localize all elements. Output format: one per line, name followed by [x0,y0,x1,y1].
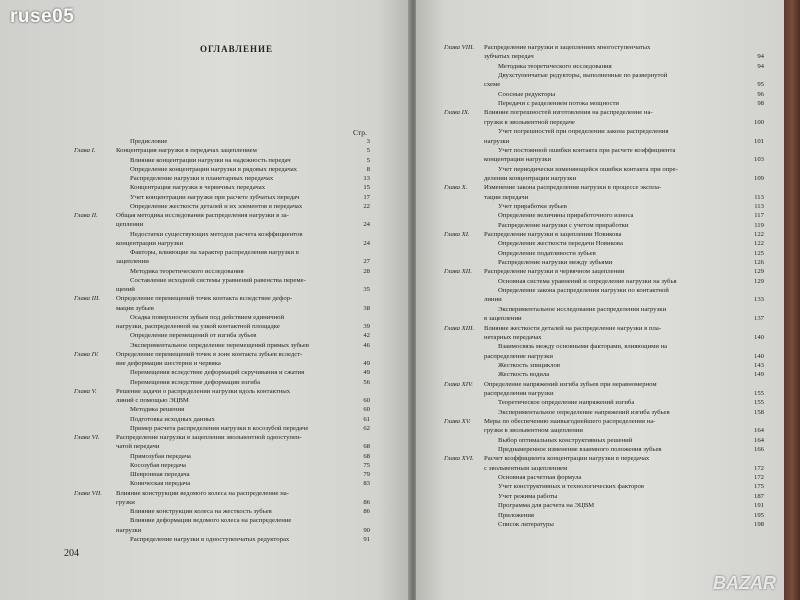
toc-entry-title: Решение задачи о распределении нагрузки вдоль контактных [116,387,291,395]
toc-entry-title: Влияние конструкции колеса на жесткость зубьев [130,508,272,515]
toc-page-number: 17 [363,193,370,201]
toc-page-number: 60 [363,406,370,414]
toc-entry-title: Распределение нагрузки в зацеплении эвольвентной одноступен- [116,434,302,441]
toc-entry [416,334,784,343]
toc-entry [416,315,784,324]
toc-entry [0,379,400,388]
toc-page-number: 94 [757,53,764,61]
toc-entry-title: Перемещения вследствие деформаций скручивания и сжатия [130,369,305,377]
toc-entry [416,203,784,212]
toc-entry [416,91,784,100]
toc-entry-title: грузки в эвольвентном зацеплении [484,427,584,435]
toc-entry [0,323,400,332]
toc-entry-title: Определение перемещений точек в зоне контакта зубьев вследст- [116,350,303,358]
toc-entry [0,536,400,545]
toc-entry-title: цеплении [116,221,144,229]
toc-page-number: 60 [363,397,370,404]
toc-entry [0,314,400,323]
toc-entry [0,490,400,499]
toc-entry-title: Основная система уравнений и определение нагрузки на зубья [498,277,677,285]
toc-page-number: 101 [753,137,764,145]
toc-entry [0,268,400,277]
toc-entry-title: Распределение нагрузки в одноступенчатых редукторах [130,535,290,543]
toc-entry-title: Изменение закона распределения нагрузки в процессе экспла- [484,184,662,192]
page-column-header: Стр. [353,128,367,137]
toc-entry [416,409,784,418]
toc-entry-title: Выбор оптимальных конструктивных решений [498,436,633,444]
toc-entry-title: распределении нагрузки [484,389,554,397]
toc-chapter-label: Глава XII. [444,268,472,276]
toc-entry-title: Учет конструктивных и технологических факторов [498,483,645,491]
toc-page-number: 49 [363,369,370,377]
toc-entry-title: Шевронная передача [130,471,190,478]
toc-entry [0,175,400,184]
toc-page-number: 119 [754,221,764,229]
toc-entry-title: Косозубая передача [130,461,187,469]
toc-page-number: 129 [753,268,764,276]
toc-entry [0,231,400,240]
toc-page-number: 28 [363,267,370,275]
toc-chapter-label: Глава XI. [444,231,470,238]
toc-entry-title: Влияние деформации ведомого колеса на распределение [130,517,292,525]
watermark-bottom: BAZAR [713,573,776,593]
toc-entry-title: Меры по обеспечению наивыгоднейшего распределения на- [484,418,656,425]
toc-page-number: 22 [363,202,370,210]
toc-page-number: 83 [363,480,370,488]
toc-page-number: 164 [753,436,764,444]
toc-page-number: 5 [366,156,370,164]
toc-entry-title: Распределение нагрузки между зубьями [498,259,613,267]
toc-entry-title: Методика решения [130,406,185,414]
toc-page-number: 195 [753,511,764,519]
toc-entry-title: Преднамеренное изменение взаимного положения зубьев [498,446,662,454]
toc-entry-title: грузки [116,498,135,506]
toc-entry-title: Жесткость водила [498,371,550,379]
toc-entry [0,157,400,166]
toc-page-number: 24 [363,221,370,229]
toc-entry [0,360,400,369]
toc-entry-title: нагрузки, распределенной на узкой контактной площадке [116,323,280,330]
toc-entry [0,453,400,462]
toc-page-number: 62 [363,424,370,432]
toc-page-number: 39 [363,323,370,330]
toc-entry-title: Определение концентрации нагрузки в рядовых передачах [130,165,298,173]
toc-entry-title: Программа для расчета на ЭЦВМ [498,502,595,510]
toc-entry-title: Теоретическое определение напряжений изгиба [498,399,635,407]
toc-entry [416,325,784,334]
toc-entry [416,474,784,483]
toc-page-number: 158 [753,408,764,416]
toc-entry [416,502,784,511]
toc-page-number: 49 [363,360,370,367]
toc-chapter-label: Глава IX. [444,109,470,117]
toc-page-number: 15 [363,184,370,192]
toc-page-number: 122 [753,231,764,238]
toc-entry [416,212,784,221]
toc-entry-title: Перемещения вследствие деформации изгиба [130,378,261,386]
toc-chapter-label: Глава XIV. [444,380,473,388]
toc-entry [416,381,784,390]
toc-entry [416,147,784,156]
toc-entry-title: Расчет коэффициента концентрации нагрузки в передачах [484,455,650,463]
toc-entry-title: Основная расчетная формула [498,474,582,482]
toc-page-number: 149 [753,371,764,379]
toc-entry [0,147,400,156]
toc-entry-title: Определение податливости зубьев [498,249,596,257]
toc-entry [0,406,400,415]
toc-entry-title: Двухступенчатые редукторы, выполненные по развернутой [498,72,668,80]
toc-entry-title: линии [484,296,502,304]
toc-page-number: 94 [757,62,764,70]
toc-entry [0,258,400,267]
toc-page-number: 100 [753,118,764,126]
toc-entry-title: Взаимосвязь между основными факторами, влияющими на [498,343,668,351]
toc-entry-title: с эвольвентным зацеплением [484,464,568,472]
toc-entry-title: Определение закона распределения нагрузки по контактной [498,287,669,295]
toc-page-number: 133 [753,296,764,304]
toc-page-number: 126 [753,259,764,267]
toc-entry [0,471,400,480]
toc-entry-title: Определение жесткости передачи Новикова [498,240,623,248]
toc-chapter-label: Глава I. [74,147,96,155]
toc-entry-title: Влияние погрешностей изготовления на распределение на- [484,109,653,117]
toc-entry [0,508,400,517]
toc-entry [416,427,784,436]
toc-entry-title: Учет концентрации нагрузки при расчете зубчатых передач [130,193,300,201]
cover-edge [784,0,800,600]
toc-entry-title: Определение напряжений изгиба зубьев при неравномерном [484,380,657,388]
toc-entry [416,194,784,203]
toc-entry [0,369,400,378]
toc-entry-title: Учет приработки зубьев [498,202,567,210]
toc-entry [0,286,400,295]
toc-entry [416,418,784,427]
toc-chapter-label: Глава XVI. [444,455,474,463]
toc-entry [416,44,784,53]
toc-entry [0,295,400,304]
toc-entry [416,296,784,305]
page-title: ОГЛАВЛЕНИЕ [200,44,273,54]
toc-entry-title: нагрузки [116,526,142,534]
toc-page-number: 122 [753,240,764,248]
toc-entry-title: Влияние концентрации нагрузки на надежность передач [130,156,291,164]
toc-entry-title: Экспериментальное определение перемещений прямых зубьев [130,341,310,349]
toc-entry [416,175,784,184]
toc-page-number: 155 [753,399,764,407]
toc-entry [0,342,400,351]
toc-page-number: 5 [366,147,370,155]
toc-entry-title: нетарных передачах [484,333,542,341]
toc-page-number: 187 [753,492,764,500]
toc-entry-title: Учет режима работы [498,492,558,500]
toc-entry [416,362,784,371]
toc-entry-title: Концентрация нагрузки в передачах зацеплением [116,147,257,155]
toc-page-number: 129 [753,277,764,285]
toc-entry [0,425,400,434]
toc-page-number: 27 [363,258,370,266]
toc-entry [416,109,784,118]
toc-page-number: 79 [363,471,370,478]
toc-entry [0,499,400,508]
toc-entry [0,305,400,314]
toc-entry-title: Подготовка исходных данных [130,415,215,423]
toc-entry [416,371,784,380]
toc-entry [0,138,400,147]
toc-entry-title: Факторы, влияющие на характер распределения нагрузки в [130,249,299,256]
toc-page-number: 125 [753,249,764,257]
toc-entry [0,351,400,360]
toc-entry [416,446,784,455]
toc-page-number: 140 [753,352,764,360]
toc-entry-title: Распределение нагрузки с учетом приработки [498,221,629,229]
toc-entry [0,277,400,286]
toc-entry [416,268,784,277]
toc-page-number: 117 [754,212,764,220]
toc-entry [416,306,784,315]
toc-entry-title: зацеплении [116,258,149,266]
toc-chapter-label: Глава V. [74,387,97,395]
toc-entry-title: Влияние жесткости деталей на распределение нагрузки в пла- [484,324,662,332]
toc-page-number: 155 [753,389,764,397]
toc-entry-title: щений [116,286,135,293]
toc-entry-title: нагрузки [484,137,510,145]
right-page [416,0,784,600]
toc-entry [416,63,784,72]
page-number: 204 [64,548,79,559]
toc-entry-title: распределение нагрузки [484,352,553,360]
toc-page-number: 109 [753,174,764,182]
toc-entry [416,493,784,502]
toc-entry-title: Учет постоянной ошибки контакта при расчете коэффициента [498,146,676,154]
toc-page-number: 113 [754,202,764,210]
toc-page-number: 91 [363,535,370,543]
toc-entry-title: линий с помощью ЭЦВМ [116,397,189,404]
toc-chapter-label: Глава IV. [74,350,99,358]
toc-entry [0,249,400,258]
toc-page-number: 113 [754,193,764,201]
toc-entry [416,437,784,446]
toc-entry-title: Пример расчета распределения нагрузки в косозубой передаче [130,424,309,432]
toc-entry-title: Влияние конструкции ведомого колеса на распределение на- [116,489,289,497]
toc-page-number: 56 [363,378,370,386]
toc-entry [416,287,784,296]
toc-entry-title: тации передачи [484,193,529,201]
toc-page-number: 68 [363,452,370,460]
toc-entry [416,156,784,165]
toc-entry [416,222,784,231]
toc-chapter-label: Глава XIII. [444,324,475,332]
toc-page-number: 86 [363,498,370,506]
toc-entry-title: Определение жесткости деталей и их элементов в передачах [130,202,303,210]
toc-entry [0,240,400,249]
toc-entry [0,184,400,193]
toc-entry-title: Приложения [498,511,535,519]
toc-page-number: 95 [757,81,764,89]
toc-entry [416,512,784,521]
toc-entry-title: Распределение нагрузки в планетарных передачах [130,175,274,182]
toc-entry-title: Распределение нагрузки в зацеплениях многоступенчатых [484,44,651,51]
toc-page-number: 198 [753,520,764,528]
toc-entry [416,250,784,259]
toc-entry-title: Прямозубая передача [130,452,191,460]
watermark-logo: ruse05 [10,6,75,27]
toc-entry [416,81,784,90]
toc-entry [0,194,400,203]
toc-chapter-label: Глава XV. [444,418,471,425]
toc-entry-title: делении концентрации нагрузки [484,174,577,182]
toc-entry [416,390,784,399]
toc-entry [0,416,400,425]
toc-entry-title: концентрации нагрузки [116,239,184,247]
toc-entry [416,343,784,352]
toc-entry [416,259,784,268]
toc-entry-title: Соосные редукторы [498,90,556,98]
toc-page-number: 166 [753,446,764,454]
toc-entry [0,203,400,212]
toc-entry-title: Составление исходной системы уравнений равенства переме- [130,276,306,284]
toc-entry [416,72,784,81]
toc-page-number: 191 [753,502,764,510]
toc-page-number: 46 [363,341,370,349]
toc-entry-title: концентрации нагрузки [484,156,552,164]
toc-page-number: 164 [753,427,764,435]
toc-entry [416,100,784,109]
toc-entry [0,397,400,406]
toc-entry-title: Список литературы [498,520,554,528]
toc-page-number: 38 [363,304,370,312]
toc-entry-title: Методика теоретического исследования [498,62,612,70]
toc-page-number: 96 [757,90,764,98]
toc-chapter-label: Глава VI. [74,434,100,441]
toc-entry [416,455,784,464]
toc-page-number: 35 [363,286,370,293]
toc-entry [0,166,400,175]
toc-entry [416,465,784,474]
toc-entry-title: Передачи с разделением потока мощности [498,100,620,108]
toc-entry-title: Недостатки существующих методов расчета коэффициентов [130,230,303,238]
toc-entry-title: Концентрация нагрузки в червячных передачах [130,184,266,192]
toc-entry [416,128,784,137]
toc-chapter-label: Глава VIII. [444,44,475,51]
toc-entry [416,353,784,362]
toc-entry-title: мации зубьев [116,304,154,312]
toc-chapter-label: Глава X. [444,184,468,192]
toc-entry [416,53,784,62]
toc-page-number: 13 [363,175,370,182]
toc-page-number: 98 [757,100,764,108]
toc-entry-title: Предисловие [130,138,168,145]
toc-chapter-label: Глава II. [74,212,98,219]
toc-entry-title: грузки в эвольвентной передаче [484,118,575,126]
toc-entry [416,240,784,249]
toc-page-number: 8 [366,165,370,173]
toc-page-number: 61 [363,415,370,423]
toc-entry-title: Распределение нагрузки в зацеплении Новикова [484,231,622,238]
toc-page-number: 140 [753,333,764,341]
toc-page-number: 103 [753,156,764,164]
toc-entry [416,119,784,128]
toc-entry [0,443,400,452]
toc-entry [0,462,400,471]
toc-page-number: 68 [363,443,370,451]
toc-entry [416,521,784,530]
toc-entry-title: Учет периодически изменяющейся ошибки контакта при опре- [498,165,678,173]
toc-entry [416,399,784,408]
toc-entry [416,166,784,175]
toc-entry [0,212,400,221]
toc-page-number: 175 [753,483,764,491]
toc-page-number: 90 [363,526,370,534]
toc-entry [0,388,400,397]
toc-entry-title: зубчатых передач [484,53,534,61]
toc-page-number: 3 [366,138,370,145]
toc-entry-title: Осадка поверхности зубьев под действием единичной [130,313,285,321]
toc-page-number: 86 [363,508,370,515]
toc-page-number: 24 [363,239,370,247]
toc-entry-title: Экспериментальное определение напряжений изгиба зубьев [498,408,670,416]
toc-entry-title: вие деформации шестерни и червяка [116,360,221,367]
toc-entry [416,184,784,193]
toc-entry-title: Методика теоретического исследования [130,267,244,275]
toc-entry [416,138,784,147]
toc-entry [0,480,400,489]
toc-entry [0,221,400,230]
toc-entry-title: Учет погрешностей при определении закона распределения [498,128,669,136]
toc-entry-title: Определение перемещений точек контакта вследствие дефор- [116,295,293,303]
toc-entry-title: в зацеплении [484,315,522,323]
toc-entry-title: схеме [484,81,501,89]
toc-page-number: 137 [753,315,764,323]
toc-entry-title: Общая методика исследования распределения нагрузки в за- [116,212,289,219]
toc-entry [0,527,400,536]
toc-entry [416,483,784,492]
toc-page-number: 143 [753,361,764,369]
toc-entry-title: Коническая передача [130,480,191,488]
toc-entry [0,434,400,443]
toc-entry [416,278,784,287]
toc-page-number: 172 [753,464,764,472]
toc-page-number: 42 [363,332,370,340]
toc-entry-title: Определение перемещений от изгиба зубьев [130,332,257,340]
toc-entry [0,332,400,341]
toc-entry [416,231,784,240]
toc-entry [0,517,400,526]
toc-chapter-label: Глава VII. [74,489,102,497]
toc-entry-title: чатой передачи [116,443,160,451]
toc-entry-title: Экспериментальное исследование распределения нагрузки [498,305,667,313]
toc-entry-title: Определение величины приработочного износа [498,212,634,220]
toc-chapter-label: Глава III. [74,295,101,303]
toc-page-number: 172 [753,474,764,482]
toc-entry-title: Жесткость эпициклов [498,361,560,369]
toc-entry-title: Распределение нагрузки в червячном зацеплении [484,268,625,276]
toc-page-number: 75 [363,461,370,469]
